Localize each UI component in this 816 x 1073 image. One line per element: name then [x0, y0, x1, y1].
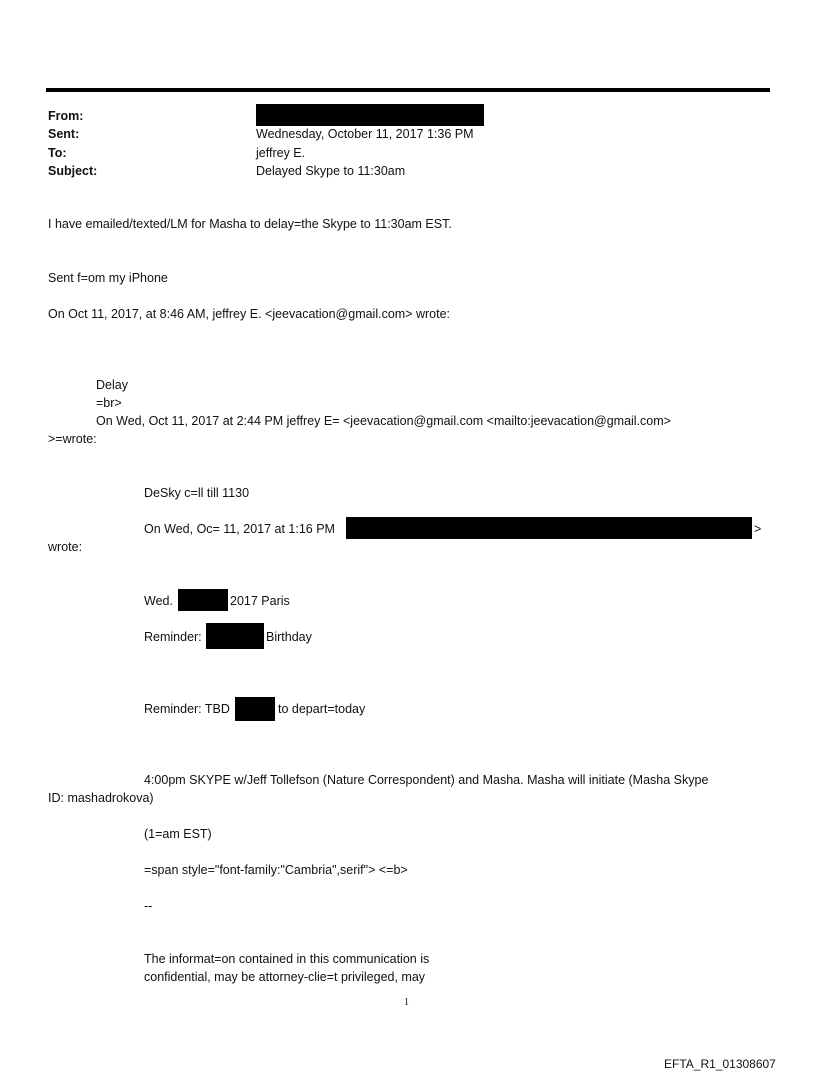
- disclaimer-line-1: The informat=on contained in this communication is: [144, 952, 430, 966]
- gt-char: >: [754, 522, 762, 536]
- footer-document-id: EFTA_R1_01308607: [664, 1057, 776, 1071]
- redaction-birthday-name: [206, 623, 264, 649]
- wed-label: Wed.: [144, 594, 173, 608]
- wrote-line-1: >=wrote:: [48, 432, 97, 446]
- est-line: (1=am EST): [144, 827, 212, 841]
- subject-value: Delayed Skype to 11:30am: [256, 164, 406, 178]
- header-divider: [46, 88, 770, 92]
- redaction-sender: [346, 517, 752, 539]
- br-line: =br>: [96, 396, 122, 410]
- reminder-2-label: Reminder: TBD: [144, 702, 230, 716]
- delay-line: Delay: [96, 378, 128, 392]
- redaction-depart-name: [235, 697, 275, 721]
- redaction-from: [256, 104, 484, 126]
- body-line-1: I have emailed/texted/LM for Masha to delay=the Skype to 11:30am EST.: [48, 217, 452, 231]
- desky-line: DeSky c=ll till 1130: [144, 486, 250, 500]
- quoted-header-1: On Oct 11, 2017, at 8:46 AM, jeffrey E. <jeevacation@gmail.com> wrote:: [48, 307, 451, 321]
- sent-label: Sent:: [48, 127, 80, 141]
- to-value: jeffrey E.: [256, 146, 306, 160]
- skype-line: 4:00pm SKYPE w/Jeff Tollefson (Nature Correspondent) and Masha. Masha will initiate (Masha Skype: [144, 773, 709, 787]
- wrote-line-2: wrote:: [48, 540, 83, 554]
- redaction-date: [178, 589, 228, 611]
- depart-label: to depart=today: [278, 702, 366, 716]
- from-label: From:: [48, 109, 84, 123]
- sent-value: Wednesday, October 11, 2017 1:36 PM: [256, 127, 474, 141]
- skype-id-line: ID: mashadrokova): [48, 791, 154, 805]
- quoted-header-2: On Wed, Oct 11, 2017 at 2:44 PM jeffrey E= <jeevacation@gmail.com <mailto:jeevacation@gmail.com>: [96, 414, 671, 428]
- paris-label: 2017 Paris: [230, 594, 290, 608]
- disclaimer-line-2: confidential, may be attorney-clie=t privileged, may: [144, 970, 426, 984]
- reminder-1-label: Reminder:: [144, 630, 202, 644]
- quoted-header-3: On Wed, Oc= 11, 2017 at 1:16 PM: [144, 522, 335, 536]
- subject-label: Subject:: [48, 164, 98, 178]
- span-style-line: =span style="font-family:"Cambria",serif"> <=b>: [144, 863, 408, 877]
- to-label: To:: [48, 146, 67, 160]
- birthday-label: Birthday: [266, 630, 312, 644]
- page-number: 1: [404, 997, 409, 1008]
- sent-from-line: Sent f=om my iPhone: [48, 271, 168, 285]
- dashes-line: --: [144, 899, 153, 913]
